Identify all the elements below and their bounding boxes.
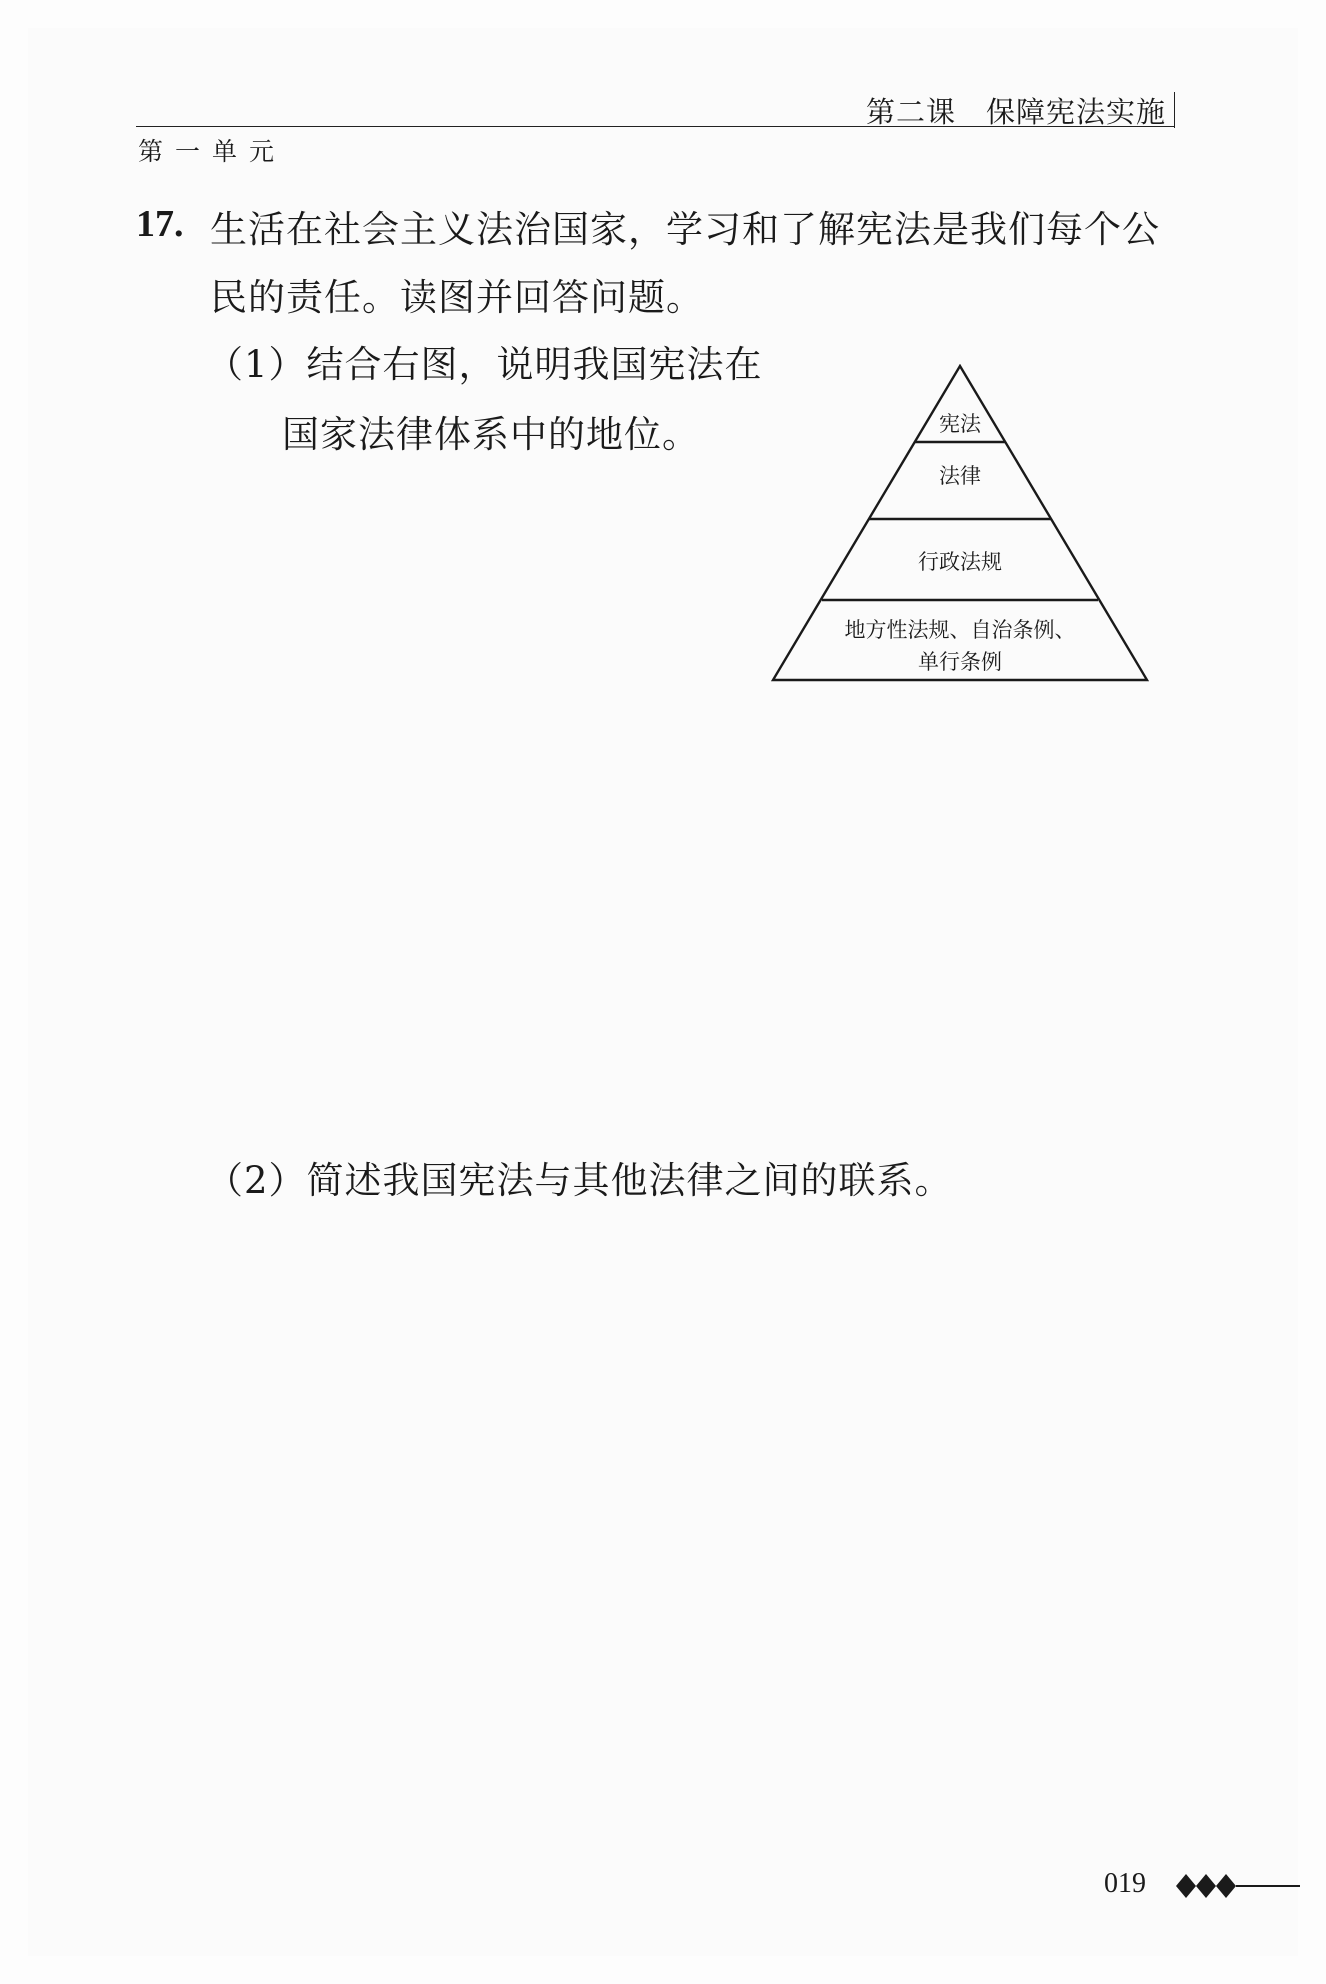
header-end-bar — [1174, 92, 1175, 128]
page-number: 019 — [1104, 1868, 1146, 1899]
sub-question-1-line-2: 国家法律体系中的地位。 — [282, 413, 700, 456]
legal-hierarchy-pyramid — [770, 364, 1150, 684]
pyramid-level-local-regulations-line-1: 地方性法规、自治条例、 — [844, 618, 1076, 642]
pyramid-level-constitution: 宪法 — [939, 412, 981, 436]
diamond-ornament-icon — [1166, 1868, 1302, 1904]
question-text: 生活在社会主义法治国家，学习和了解宪法是我们每个公民的责任。读图并回答问题。 — [210, 208, 1160, 319]
pyramid-level-administrative-regulations: 行政法规 — [918, 550, 1002, 574]
sub-question-2: （2）简述我国宪法与其他法律之间的联系。 — [206, 1159, 953, 1202]
header-rule — [136, 126, 1174, 127]
lesson-title: 第二课 保障宪法实施 — [865, 95, 1166, 129]
sub-question-1-line-1: （1）结合右图，说明我国宪法在 — [206, 343, 763, 386]
unit-label: 第一单元 — [138, 137, 287, 166]
pyramid-level-laws: 法律 — [939, 464, 981, 488]
question-number: 17. — [136, 203, 184, 245]
pyramid-level-local-regulations-line-2: 单行条例 — [918, 650, 1002, 674]
